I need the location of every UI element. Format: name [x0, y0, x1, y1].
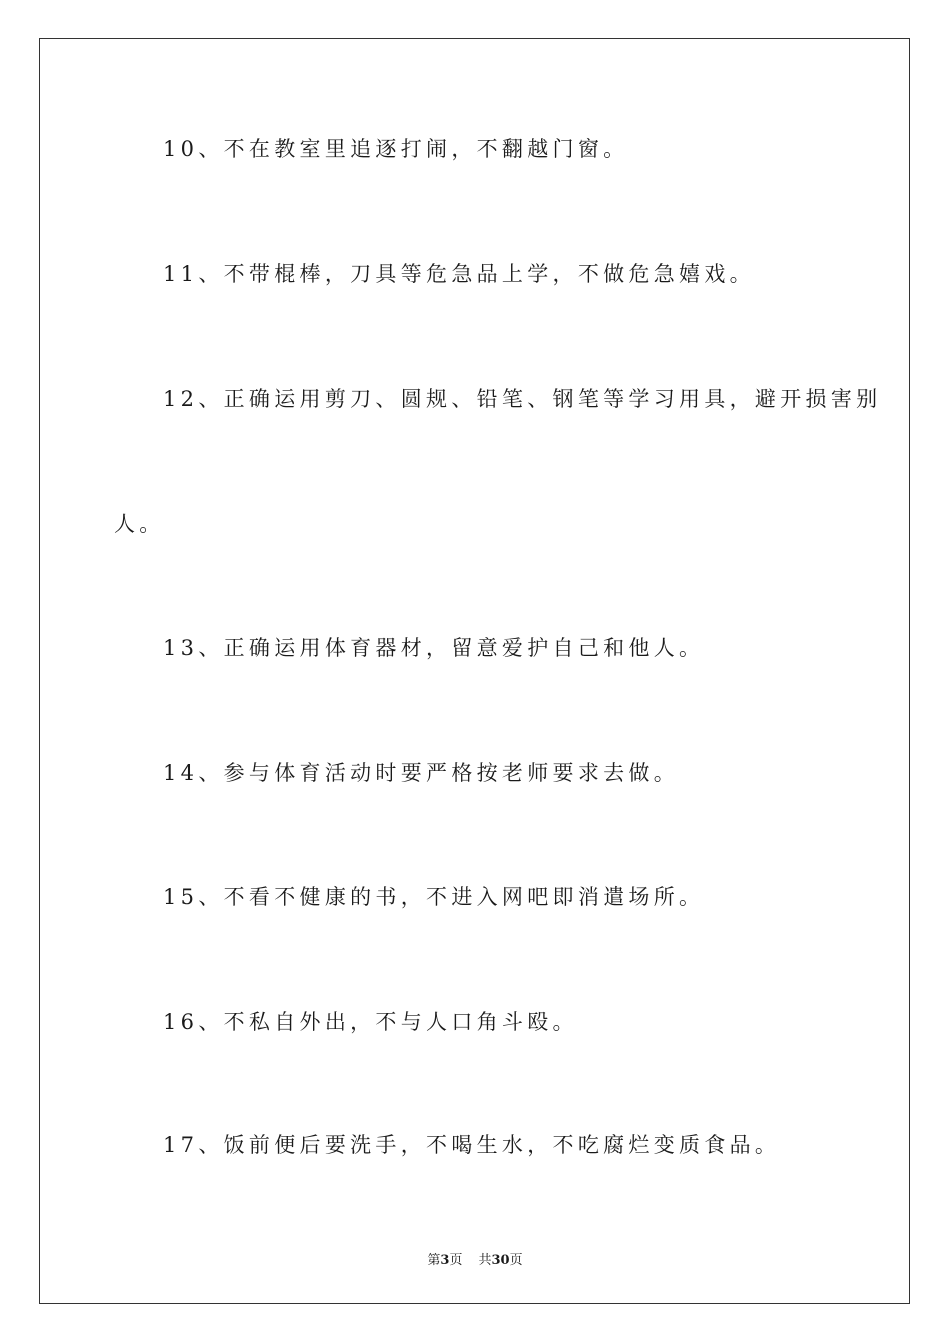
page-footer	[0, 1249, 950, 1268]
paragraph-item-12: 12、正确运用剪刀、圆规、铅笔、钢笔等学习用具，避开损害别	[163, 387, 882, 411]
total-pages: 30	[491, 1253, 510, 1268]
page-prefix: 第	[427, 1253, 441, 1268]
paragraph-item-17: 17、饭前便后要洗手，不喝生水，不吃腐烂变质食品。	[163, 1133, 781, 1157]
paragraph-item-11: 11、不带棍棒，刀具等危急品上学，不做危急嬉戏。	[163, 262, 755, 286]
paragraph-item-14: 14、参与体育活动时要严格按老师要求去做。	[163, 761, 680, 785]
page-suffix: 页	[449, 1253, 463, 1268]
page-border	[39, 38, 910, 1304]
total-prefix: 共	[478, 1253, 492, 1268]
page-number: 3	[440, 1253, 450, 1268]
paragraph-item-13: 13、正确运用体育器材，留意爱护自己和他人。	[163, 636, 705, 660]
paragraph-item-12-continuation: 人。	[114, 512, 165, 536]
paragraph-item-15: 15、不看不健康的书，不进入网吧即消遣场所。	[163, 885, 705, 909]
paragraph-item-10: 10、不在教室里追逐打闹，不翻越门窗。	[163, 137, 629, 161]
paragraph-item-16: 16、不私自外出，不与人口角斗殴。	[163, 1010, 578, 1034]
total-suffix: 页	[509, 1253, 523, 1268]
